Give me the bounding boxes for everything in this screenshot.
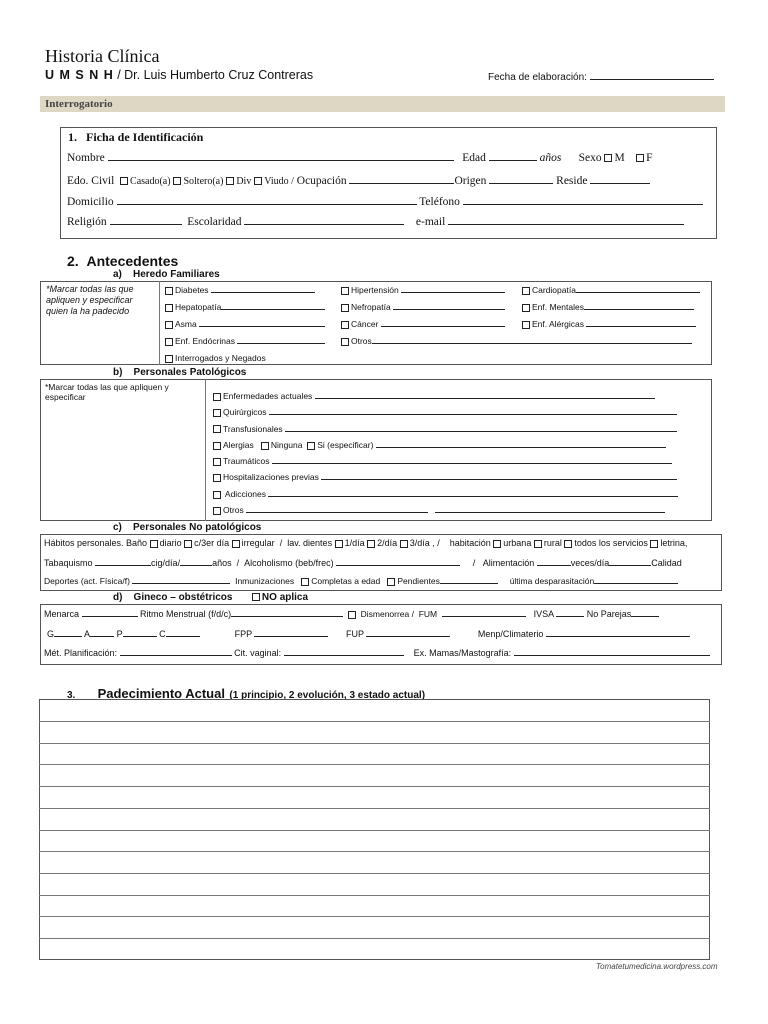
patologicos-list (213, 388, 678, 518)
soltero-label: Soltero(a) (183, 176, 224, 187)
ficha-row-4 (67, 216, 684, 228)
heredo-note: *Marcar todas las que apliquen y especificar quien la ha padecido (46, 284, 134, 316)
nombre-label: Nombre (67, 152, 105, 164)
no-aplica-label: NO aplica (261, 592, 309, 603)
desparasitacion-field[interactable] (594, 575, 678, 584)
viudo-checkbox[interactable] (254, 177, 262, 185)
completas-checkbox[interactable] (301, 578, 309, 586)
deportes-row: Deportes (act. Física/f) Inmunizaciones Completas a edad Pendientes última desparasitación (44, 575, 678, 586)
ritmo-field[interactable] (231, 608, 343, 617)
dientes-2-checkbox[interactable] (367, 540, 375, 548)
heredo-item[interactable]: Enf. Mentales (522, 299, 700, 316)
casado-checkbox[interactable] (120, 177, 128, 185)
ocupacion-label: Ocupación (296, 175, 347, 187)
ficha-row-2 (67, 175, 650, 187)
g-field[interactable] (54, 628, 82, 637)
calidad-field[interactable] (609, 557, 651, 566)
bano-c3er-checkbox[interactable] (184, 540, 192, 548)
subtitle (45, 68, 313, 82)
patologico-item[interactable]: Otros (213, 502, 678, 518)
reside-label: Reside (556, 175, 588, 187)
institution: U M S N H (45, 68, 114, 82)
letrina-checkbox[interactable] (650, 540, 658, 548)
heredo-item[interactable]: Cáncer (341, 316, 692, 333)
patologico-item[interactable]: Hospitalizaciones previas (213, 469, 678, 485)
edad-label: Edad (462, 152, 486, 164)
sexo-m-checkbox[interactable] (604, 154, 612, 162)
reside-field[interactable] (590, 175, 650, 184)
ficha-row-3 (67, 196, 703, 208)
origen-field[interactable] (489, 175, 553, 184)
sexo-f-checkbox[interactable] (636, 154, 644, 162)
heredo-item[interactable]: Enf. Endócrinas (165, 333, 325, 350)
padecimiento-subtitle: (1 principio, 2 evolución, 3 estado actual) (229, 690, 426, 701)
ex-field[interactable] (514, 647, 710, 656)
padecimiento-number: 3. (67, 690, 76, 701)
email-label: e-mail (415, 216, 446, 228)
a-field[interactable] (90, 628, 114, 637)
pendientes-checkbox[interactable] (387, 578, 395, 586)
menarca-row: Menarca Ritmo Menstrual (f/d/c) Dismenorrea / FUM IVSA No Parejas (44, 608, 659, 619)
tabaquismo-field[interactable] (95, 557, 151, 566)
page-title: Historia Clínica (45, 46, 160, 66)
patologico-item[interactable]: Quirúrgicos (213, 404, 678, 420)
menarca-field[interactable] (82, 608, 138, 617)
rural-checkbox[interactable] (534, 540, 542, 548)
heredo-col1 (165, 282, 325, 367)
heredo-item[interactable]: Diabetes (165, 282, 325, 299)
heredo-item[interactable]: Cardiopatía (522, 282, 700, 299)
met-field[interactable] (120, 647, 232, 656)
email-field[interactable] (448, 216, 684, 225)
div-checkbox[interactable] (226, 177, 234, 185)
cit-field[interactable] (284, 647, 404, 656)
fum-field[interactable] (442, 608, 526, 617)
bano-irregular-checkbox[interactable] (232, 540, 240, 548)
tabaquismo-anos-field[interactable] (180, 557, 212, 566)
heredo-heading: a) Heredo Familiares (113, 269, 220, 280)
heredo-col3 (522, 282, 700, 333)
dientes-1-checkbox[interactable] (335, 540, 343, 548)
patologico-item[interactable]: Enfermedades actuales (213, 388, 678, 404)
gineco-heading-row (113, 592, 308, 603)
deportes-field[interactable] (132, 575, 230, 584)
patologicos-note: *Marcar todas las que apliquen y especificar (45, 382, 169, 402)
patologico-item[interactable]: Alergias Ninguna Si (especificar) (213, 437, 678, 453)
origen-label: Origen (454, 175, 487, 187)
religion-label: Religión (67, 216, 107, 228)
pendientes-field[interactable] (440, 575, 498, 584)
heredo-item[interactable]: Asma (165, 316, 325, 333)
domicilio-field[interactable] (117, 196, 417, 205)
heredo-item[interactable]: Hepatopatía (165, 299, 325, 316)
heredo-item[interactable]: Otros (341, 333, 692, 350)
c-field[interactable] (166, 628, 200, 637)
fup-field[interactable] (366, 628, 450, 637)
telefono-field[interactable] (463, 196, 703, 205)
interrogatorio-label: Interrogatorio (45, 98, 113, 110)
fecha-label: Fecha de elaboración: (488, 72, 587, 83)
nombre-field[interactable] (108, 152, 454, 161)
heredo-item[interactable]: Interrogados y Negados (165, 350, 325, 367)
sexo-label: Sexo (578, 152, 602, 164)
parejas-field[interactable] (631, 608, 659, 617)
fpp-field[interactable] (254, 628, 328, 637)
p-field[interactable] (123, 628, 157, 637)
fecha-field[interactable] (488, 71, 714, 83)
doctor-name: / Dr. Luis Humberto Cruz Contreras (113, 68, 314, 82)
f-label: F (646, 152, 653, 164)
gpac-row: G A P C FPP FUP Menp/Climaterio (47, 628, 690, 639)
heredo-item[interactable]: Hipertensión (341, 282, 692, 299)
dismenorrea-checkbox[interactable] (348, 611, 356, 619)
no-aplica-checkbox[interactable] (252, 593, 260, 601)
ficha-row-1 (67, 152, 653, 164)
heredo-item[interactable]: Enf. Alérgicas (522, 316, 700, 333)
servicios-checkbox[interactable] (564, 540, 572, 548)
alcoholismo-field[interactable] (336, 557, 460, 566)
viudo-label: Viudo / (264, 176, 294, 187)
telefono-label: Teléfono (419, 196, 460, 208)
menop-field[interactable] (546, 628, 690, 637)
bano-diario-checkbox[interactable] (150, 540, 158, 548)
patologico-item[interactable]: Traumáticos (213, 453, 678, 469)
gineco-heading: d) Gineco – obstétricos (113, 592, 233, 603)
footer-credit: Tomatetumedicina.wordpress.com (596, 962, 718, 971)
ficha-heading: 1. Ficha de Identificación (68, 130, 204, 144)
escolaridad-field[interactable] (244, 216, 404, 225)
heredo-item[interactable]: Nefropatía (341, 299, 692, 316)
padecimiento-title: Padecimiento Actual (97, 686, 225, 701)
patologico-item[interactable]: Adicciones (213, 486, 678, 502)
ocupacion-field[interactable] (349, 175, 454, 184)
patologicos-heading: b) Personales Patológicos (113, 367, 247, 378)
escolaridad-label: Escolaridad (187, 216, 242, 228)
edo-civil-label: Edo. Civil (67, 175, 115, 187)
m-label: M (614, 152, 625, 164)
habitos-row: Hábitos personales. Baño diario c/3er día irregular / lav. dientes 1/día 2/día 3/día , / habitación urbana rural todos los servicios letrina, (44, 538, 688, 548)
domicilio-label: Domicilio (67, 196, 114, 208)
antecedentes-heading: 2. Antecedentes (67, 253, 179, 269)
planificacion-row: Mét. Planificación: Cit. vaginal: Ex. Mamas/Mastografía: (44, 647, 710, 658)
patologico-item[interactable]: Transfusionales (213, 421, 678, 437)
urbana-checkbox[interactable] (493, 540, 501, 548)
ivsa-field[interactable] (556, 608, 584, 617)
no-patologicos-heading: c) Personales No patológicos (113, 522, 262, 533)
tabaquismo-row: Tabaquismo cig/día/ años / Alcoholismo (beb/frec) / Alimentación veces/día Calidad (44, 558, 682, 568)
div-label: Div (236, 176, 252, 187)
alimentacion-field[interactable] (537, 557, 571, 566)
soltero-checkbox[interactable] (173, 177, 181, 185)
section-bar-interrogatorio (40, 96, 725, 112)
dientes-3-checkbox[interactable] (400, 540, 408, 548)
anos-label: años (539, 152, 562, 164)
religion-field[interactable] (110, 216, 182, 225)
edad-field[interactable] (489, 152, 537, 161)
casado-label: Casado(a) (130, 176, 171, 187)
